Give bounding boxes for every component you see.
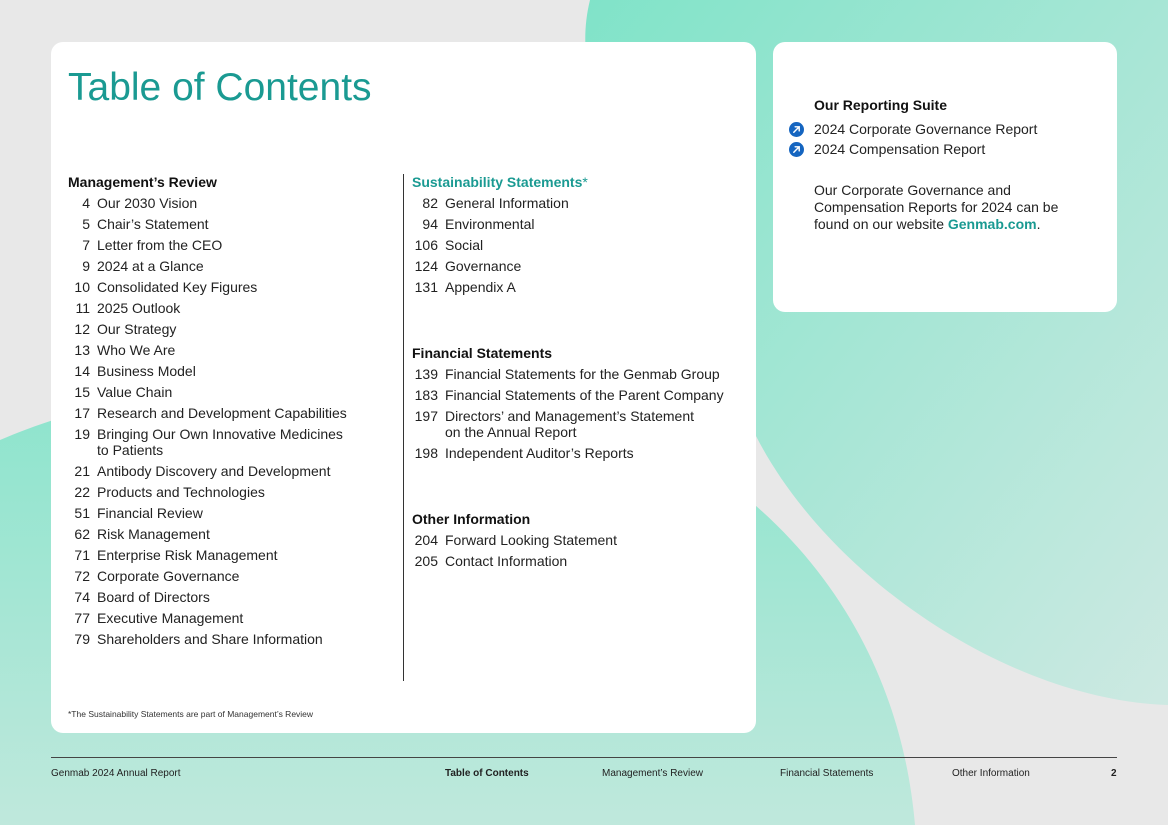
toc-page-number: 131 [414, 279, 438, 295]
toc-page-number: 71 [74, 547, 90, 563]
toc-page-number: 62 [74, 526, 90, 542]
toc-entry-label: Financial Statements of the Parent Company [445, 387, 724, 403]
toc-entry-label: Environmental [445, 216, 535, 232]
toc-page-number: 13 [74, 342, 90, 358]
toc-page-number: 17 [74, 405, 90, 421]
toc-entry[interactable] [68, 524, 398, 545]
toc-entry-label: Governance [445, 258, 522, 274]
report-link[interactable] [789, 139, 1037, 159]
reporting-suite-links [789, 119, 1037, 159]
toc-entry[interactable] [68, 608, 398, 629]
toc-entry[interactable] [68, 629, 398, 650]
toc-page-number: 51 [74, 505, 90, 521]
reporting-suite-note: Our Corporate Governance and Compensation Reports for 2024 can be found on our website Genmab.com. [814, 182, 1059, 232]
toc-entry-label: Board of Directors [97, 589, 210, 605]
toc-entry-label: Contact Information [445, 553, 568, 569]
toc-page-number: 183 [414, 387, 438, 403]
toc-column-left [68, 172, 398, 650]
toc-entry-label: Risk Management [97, 526, 210, 542]
toc-entry[interactable] [412, 443, 742, 464]
page-number: 2 [1111, 768, 1117, 779]
report-link-label: 2024 Corporate Governance Report [814, 121, 1038, 137]
toc-entry[interactable] [68, 461, 398, 482]
section-heading-other: Other Information [412, 511, 531, 527]
toc-entry[interactable] [68, 545, 398, 566]
footnote: *The Sustainability Statements are part of Management’s Review [68, 709, 314, 719]
toc-entry[interactable] [68, 235, 398, 256]
toc-entry-label: Products and Technologies [97, 484, 265, 500]
toc-page-number: 22 [74, 484, 90, 500]
toc-entry[interactable] [412, 235, 742, 256]
toc-page-number: 19 [74, 426, 90, 442]
footer-divider [51, 757, 1117, 758]
toc-page-number: 15 [74, 384, 90, 400]
report-link-label: 2024 Compensation Report [814, 141, 986, 157]
toc-page-number: 94 [422, 216, 438, 232]
toc-entry[interactable] [412, 551, 742, 572]
asterisk-marker: * [582, 174, 588, 190]
toc-page-number: 14 [74, 363, 90, 379]
toc-entry-label: Business Model [97, 363, 196, 379]
footer-report-name: Genmab 2024 Annual Report [51, 768, 181, 779]
toc-entry[interactable] [68, 319, 398, 340]
toc-page-number: 10 [74, 279, 90, 295]
external-arrow-icon [789, 122, 804, 137]
section-heading-financial: Financial Statements [412, 345, 553, 361]
footer-nav-management-review[interactable]: Management’s Review [602, 768, 703, 779]
page-title: Table of Contents [68, 66, 372, 109]
toc-page-number: 124 [414, 258, 438, 274]
financial-list [412, 364, 742, 464]
toc-entry[interactable] [68, 298, 398, 319]
toc-entry-label: Directors’ and Management’s Statement on the Annual Report [445, 408, 695, 440]
toc-entry[interactable] [68, 193, 398, 214]
toc-entry[interactable] [412, 530, 742, 551]
toc-entry-label: Bringing Our Own Innovative Medicines to Patients [97, 426, 343, 458]
toc-entry[interactable] [68, 361, 398, 382]
toc-entry-label: Financial Review [97, 505, 203, 521]
toc-entry-label: Appendix A [445, 279, 516, 295]
toc-page-number: 21 [74, 463, 90, 479]
toc-entry-label: Our Strategy [97, 321, 177, 337]
toc-entry[interactable] [68, 587, 398, 608]
toc-page-number: 11 [75, 300, 90, 316]
toc-page-number: 205 [414, 553, 438, 569]
toc-entry[interactable] [412, 193, 742, 214]
section-heading-management-review: Management’s Review [68, 174, 217, 190]
sustainability-list [412, 193, 742, 298]
toc-page-number: 106 [414, 237, 438, 253]
toc-entry-label: Letter from the CEO [97, 237, 223, 253]
toc-entry[interactable] [412, 364, 742, 385]
toc-entry-label: Consolidated Key Figures [97, 279, 258, 295]
toc-entry[interactable] [68, 424, 398, 461]
toc-entry-label: Our 2030 Vision [97, 195, 198, 211]
toc-page-number: 74 [74, 589, 90, 605]
footer-nav-financial-statements[interactable]: Financial Statements [780, 768, 874, 779]
toc-entry-label: Shareholders and Share Information [97, 631, 323, 647]
toc-entry-label: Chair’s Statement [97, 216, 209, 232]
toc-entry[interactable] [68, 503, 398, 524]
toc-entry[interactable] [68, 482, 398, 503]
toc-entry-label: Who We Are [97, 342, 176, 358]
reporting-suite-card [773, 42, 1117, 312]
toc-entry-label: General Information [445, 195, 569, 211]
footer-nav-table-of-contents[interactable]: Table of Contents [445, 768, 529, 779]
other-information-list [412, 530, 742, 572]
toc-entry[interactable] [412, 406, 742, 443]
toc-entry[interactable] [68, 340, 398, 361]
toc-column-right [412, 172, 742, 572]
toc-page-number: 77 [74, 610, 90, 626]
genmab-website-link[interactable]: Genmab.com [947, 216, 1037, 232]
toc-page-number: 7 [82, 237, 90, 253]
footer-nav-other-information[interactable]: Other Information [952, 768, 1030, 779]
toc-page-number: 5 [82, 216, 90, 232]
toc-entry-label: Financial Statements for the Genmab Group [445, 366, 720, 382]
toc-entry-label: Research and Development Capabilities [97, 405, 347, 421]
toc-entry-label: Antibody Discovery and Development [97, 463, 331, 479]
report-link[interactable] [789, 119, 1037, 139]
toc-page-number: 79 [74, 631, 90, 647]
toc-page-number: 72 [74, 568, 90, 584]
toc-entry[interactable] [412, 214, 742, 235]
toc-page-number: 4 [82, 195, 90, 211]
toc-page-number: 9 [82, 258, 90, 274]
toc-page-number: 204 [414, 532, 438, 548]
toc-card [51, 42, 756, 733]
toc-entry[interactable] [68, 566, 398, 587]
toc-entry-label: Independent Auditor’s Reports [445, 445, 634, 461]
toc-entry-label: Forward Looking Statement [445, 532, 617, 548]
toc-page-number: 197 [414, 408, 438, 424]
column-divider [403, 174, 404, 681]
toc-entry-label: 2024 at a Glance [97, 258, 204, 274]
toc-entry[interactable] [412, 256, 742, 277]
section-heading-sustainability[interactable]: Sustainability Statements* [412, 174, 588, 190]
toc-entry-label: Corporate Governance [97, 568, 240, 584]
toc-page-number: 82 [422, 195, 438, 211]
toc-entry[interactable] [68, 277, 398, 298]
toc-entry[interactable] [68, 403, 398, 424]
toc-entry-label: Value Chain [97, 384, 173, 400]
toc-page-number: 139 [414, 366, 438, 382]
toc-entry[interactable] [412, 277, 742, 298]
reporting-suite-heading: Our Reporting Suite [814, 97, 947, 113]
toc-entry[interactable] [68, 256, 398, 277]
external-arrow-icon [789, 142, 804, 157]
toc-entry-label: 2025 Outlook [97, 300, 181, 316]
toc-entry-label: Executive Management [97, 610, 244, 626]
toc-page-number: 12 [74, 321, 90, 337]
management-review-list [68, 193, 398, 650]
toc-entry[interactable] [68, 382, 398, 403]
toc-entry-label: Social [445, 237, 484, 253]
toc-entry-label: Enterprise Risk Management [97, 547, 278, 563]
toc-entry[interactable] [68, 214, 398, 235]
toc-page-number: 198 [414, 445, 438, 461]
toc-entry[interactable] [412, 385, 742, 406]
